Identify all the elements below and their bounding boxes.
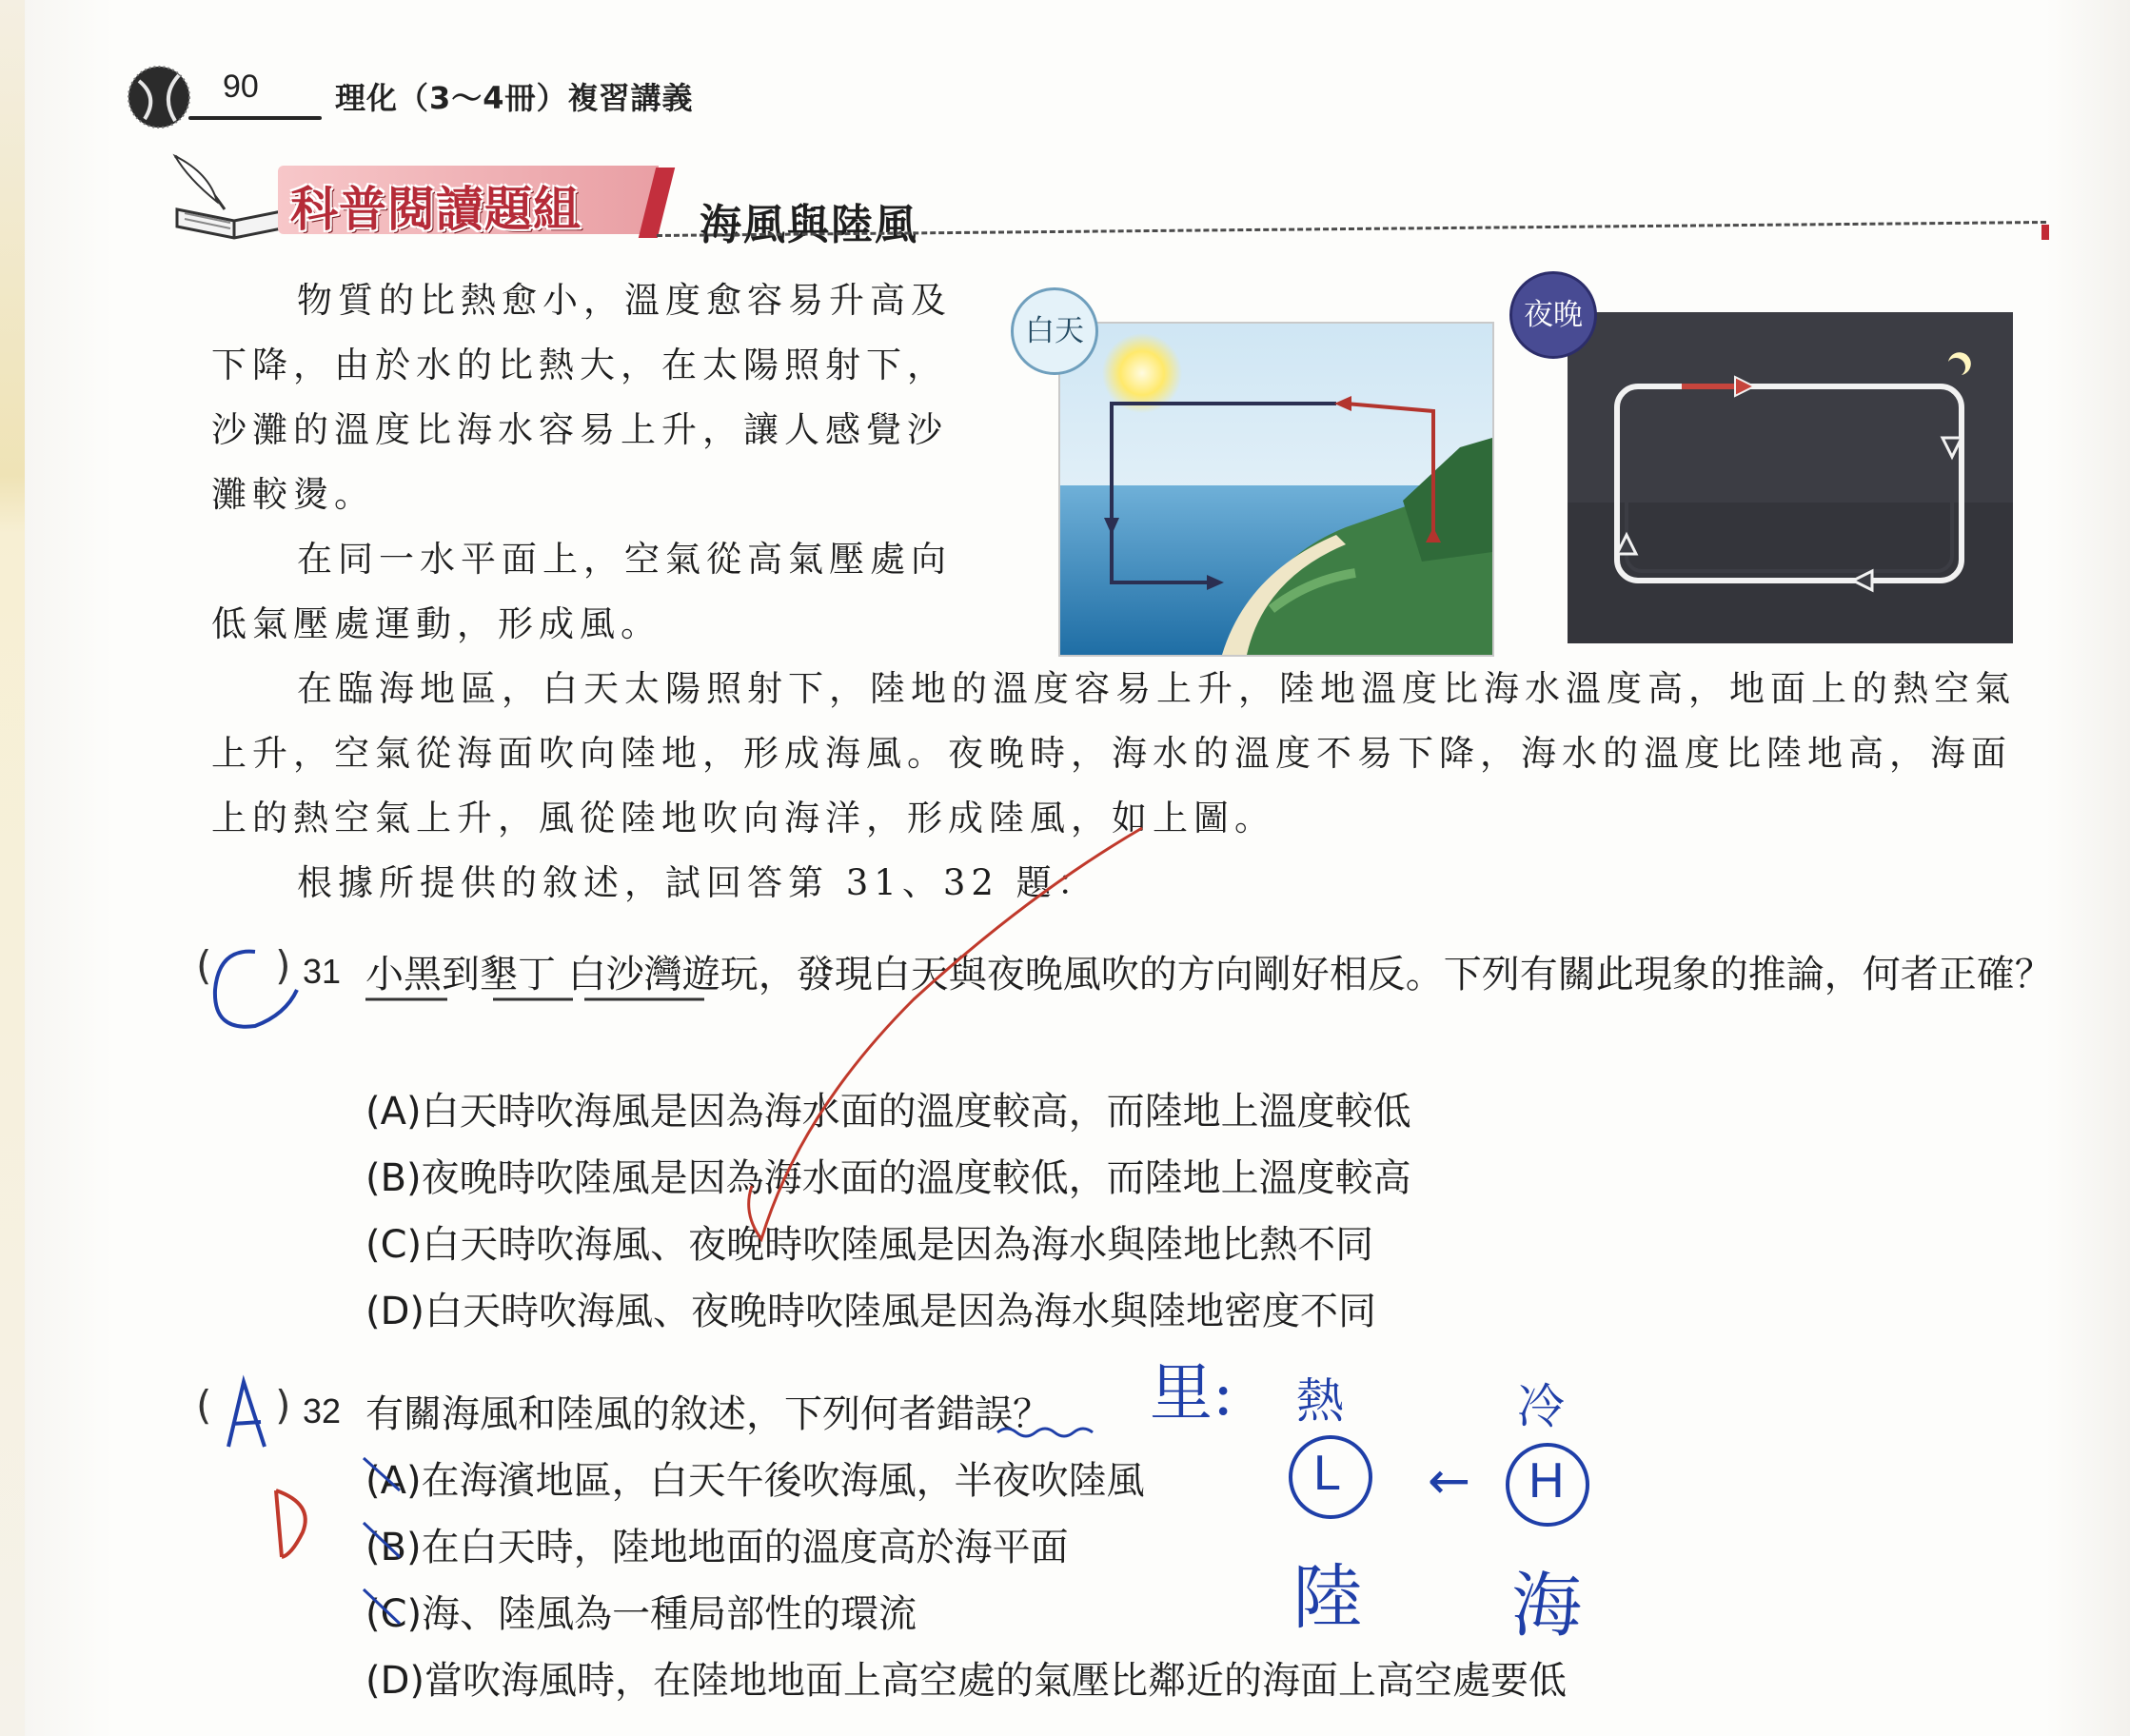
nighttime-badge: 夜晚 (1509, 271, 1597, 359)
q31-option-c: (C)白天時吹海風、夜晚時吹陸風是因為海水與陸地比熱不同 (365, 1223, 1374, 1267)
rule-end-marker (2041, 225, 2049, 240)
section-label: 科普閱讀題組 (290, 182, 582, 237)
question-number-31: 31 (303, 952, 342, 991)
daytime-sea-breeze-illustration (1058, 322, 1494, 657)
header-underline (188, 116, 322, 120)
answer-bracket-31: ( ) (196, 942, 291, 989)
daytime-scene (1060, 324, 1492, 655)
q32-option-a: (A)在海濱地區，白天午後吹海風，半夜吹陸風 (365, 1459, 1145, 1503)
nighttime-scene (1568, 312, 2013, 643)
reading-paragraph-2: 在同一水平面上，空氣從高氣壓處向低氣壓處運動，形成風。 (211, 539, 952, 644)
question-number-32: 32 (303, 1391, 342, 1430)
answer-bracket-32: ( ) (196, 1382, 291, 1429)
book-title: 理化（3～4冊）複習講義 (335, 80, 694, 116)
daytime-badge: 白天 (1011, 287, 1098, 375)
nighttime-land-breeze-illustration (1568, 312, 2013, 643)
reading-paragraph-1: 物質的比熱愈小，溫度愈容易升高及下降，由於水的比熱大，在太陽照射下，沙灘的溫度比海水容易上升，讓人感覺沙灘較燙。 (211, 280, 952, 515)
note-high: H (1528, 1453, 1565, 1509)
note-label-handwritten: 里: (1150, 1356, 1234, 1430)
question-text-31: 小黑到墾丁 白沙灣遊玩，發現白天與夜晚風吹的方向剛好相反。下列有關此現象的推論，何者正確？ (365, 953, 2053, 996)
reading-paragraph-4: 根據所提供的敘述，試回答第 31、32 題： (297, 862, 1098, 903)
page-number: 90 (223, 69, 259, 105)
note-low: L (1313, 1446, 1341, 1501)
note-cold: 冷 (1517, 1379, 1565, 1434)
q32-option-d: (D)當吹海風時，在陸地地面上高空處的氣壓比鄰近的海面上高空處要低 (365, 1659, 1568, 1703)
q31-option-d: (D)白天時吹海風、夜晚時吹陸風是因為海水與陸地密度不同 (365, 1290, 1377, 1333)
correction-d-handwritten (276, 1490, 306, 1557)
question-text-32: 有關海風和陸風的敘述，下列何者錯誤？ (365, 1392, 1051, 1436)
q31-option-b: (B)夜晚時吹陸風是因為海水面的溫度較低，而陸地上溫度較高 (365, 1156, 1411, 1200)
q32-option-b: (B)在白天時，陸地地面的溫度高於海平面 (365, 1526, 1069, 1569)
sports-ball-icon (126, 64, 192, 130)
page-binding-edge (0, 0, 25, 1736)
q31-option-a: (A)白天時吹海風是因為海水面的溫度較高，而陸地上溫度較低 (365, 1090, 1411, 1134)
note-arrow: ← (1428, 1450, 1471, 1510)
note-land: 陸 (1292, 1557, 1363, 1639)
section-title: 海風與陸風 (700, 201, 918, 249)
reading-paragraph-3: 在臨海地區，白天太陽照射下，陸地的溫度容易上升，陸地溫度比海水溫度高，地面上的熱空氣上升，空氣從海面吹向陸地，形成海風。夜晚時，海水的溫度不易下降，海水的溫度比陸地高，海面上的熱空氣上升，風從陸地吹向海洋，形成陸風，如上圖。 (211, 668, 2016, 838)
note-hot: 熱 (1296, 1373, 1344, 1429)
note-sea: 海 (1511, 1565, 1582, 1647)
q32-option-c: (C)海、陸風為一種局部性的環流 (365, 1592, 917, 1636)
